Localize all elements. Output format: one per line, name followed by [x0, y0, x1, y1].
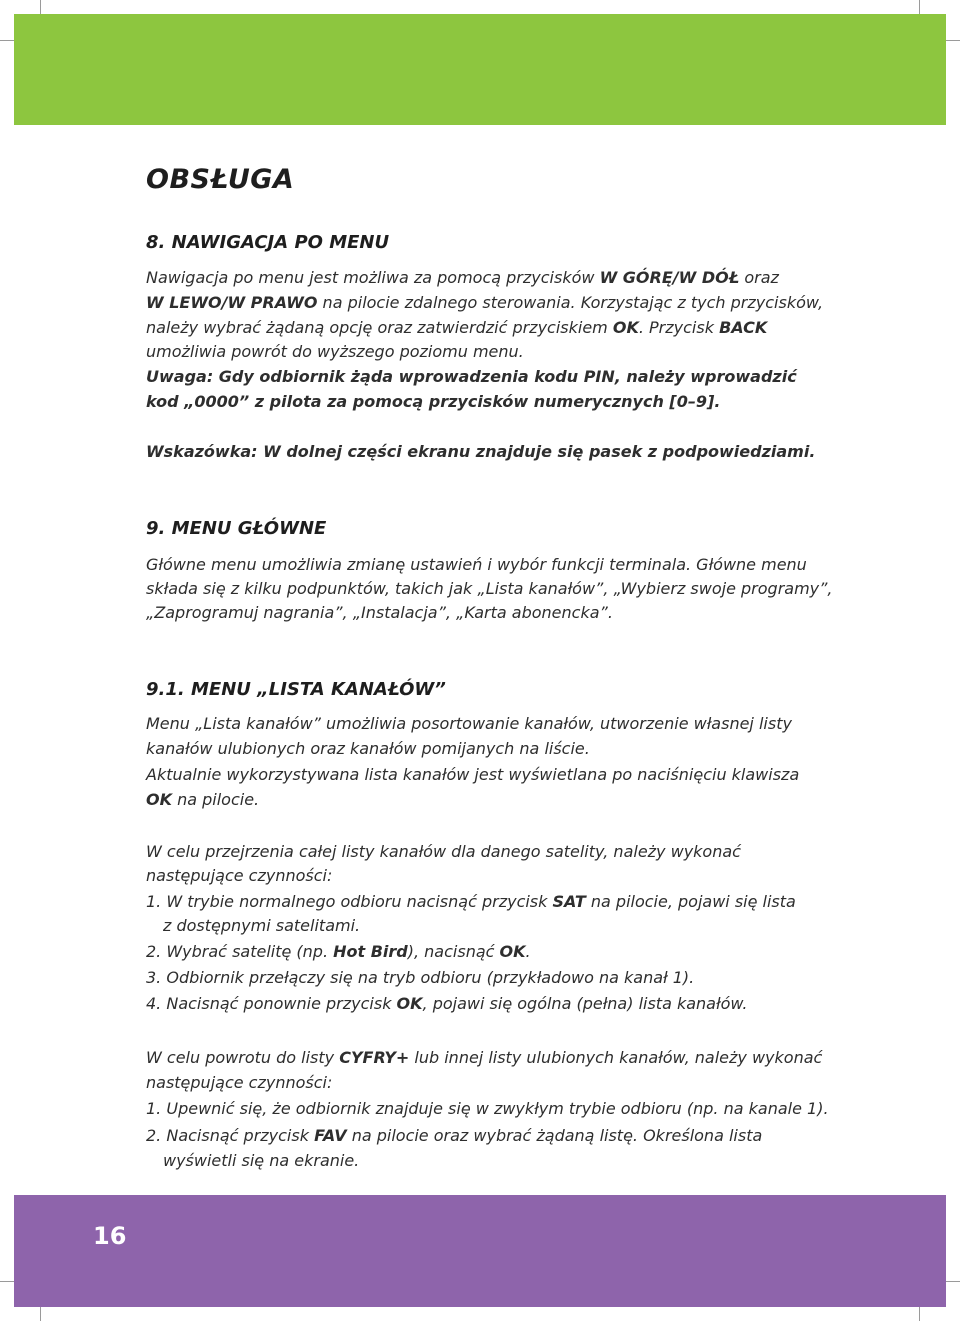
paragraph-line: W LEWO/W PRAWO na pilocie zdalnego sterowania. Korzystając z tych przycisków,	[146, 293, 824, 312]
paragraph-line: W celu przejrzenia całej listy kanałów dla danego satelity, należy wykonać	[146, 842, 741, 861]
section-9-heading: 9. MENU GŁÓWNE	[146, 518, 327, 539]
paragraph-line: następujące czynności:	[146, 866, 333, 885]
section-8-heading: 8. NAWIGACJA PO MENU	[146, 232, 390, 253]
paragraph-line: „Zaprogramuj nagrania”, „Instalacja”, „Karta abonencka”.	[146, 603, 613, 622]
paragraph-line: Nawigacja po menu jest możliwa za pomocą przycisków W GÓRĘ/W DÓŁ oraz	[146, 268, 779, 287]
page-title: OBSŁUGA	[146, 164, 295, 195]
paragraph-line: OK na pilocie.	[146, 790, 260, 809]
list-item-continuation: z dostępnymi satelitami.	[163, 916, 361, 935]
paragraph-line: Główne menu umożliwia zmianę ustawień i wybór funkcji terminala. Główne menu	[146, 555, 807, 574]
header-band	[14, 14, 946, 125]
page-number: 16	[93, 1222, 127, 1250]
paragraph-line: W celu powrotu do listy CYFRY+ lub innej listy ulubionych kanałów, należy wykonać	[146, 1048, 823, 1067]
paragraph-line: umożliwia powrót do wyższego poziomu menu.	[146, 342, 524, 361]
paragraph-line: Aktualnie wykorzystywana lista kanałów jest wyświetlana po naciśnięciu klawisza	[146, 765, 800, 784]
footer-band	[14, 1195, 946, 1307]
paragraph-line: składa się z kilku podpunktów, takich jak „Lista kanałów”, „Wybierz swoje programy”,	[146, 579, 833, 598]
list-item: 1. W trybie normalnego odbioru nacisnąć przycisk SAT na pilocie, pojawi się lista	[146, 892, 796, 911]
list-item: 3. Odbiornik przełączy się na tryb odbioru (przykładowo na kanał 1).	[146, 968, 695, 987]
paragraph-line: kanałów ulubionych oraz kanałów pomijanych na liście.	[146, 739, 590, 758]
list-item: 4. Nacisnąć ponownie przycisk OK, pojawi się ogólna (pełna) lista kanałów.	[146, 994, 748, 1013]
list-item: 2. Nacisnąć przycisk FAV na pilocie oraz wybrać żądaną listę. Określona lista	[146, 1126, 763, 1145]
paragraph-line: należy wybrać żądaną opcję oraz zatwierdzić przyciskiem OK. Przycisk BACK	[146, 318, 768, 337]
list-item-continuation: wyświetli się na ekranie.	[163, 1151, 360, 1170]
note-line: Uwaga: Gdy odbiornik żąda wprowadzenia kodu PIN, należy wprowadzić	[146, 367, 797, 386]
paragraph-line: Menu „Lista kanałów” umożliwia posortowanie kanałów, utworzenie własnej listy	[146, 714, 792, 733]
section-9-1-heading: 9.1. MENU „LISTA KANAŁÓW”	[146, 679, 446, 700]
paragraph-line: następujące czynności:	[146, 1073, 333, 1092]
hint-line: Wskazówka: W dolnej części ekranu znajduje się pasek z podpowiedziami.	[146, 442, 816, 461]
note-line: kod „0000” z pilota za pomocą przycisków numerycznych [0–9].	[146, 392, 721, 411]
list-item: 1. Upewnić się, że odbiornik znajduje się w zwykłym trybie odbioru (np. na kanale 1).	[146, 1099, 829, 1118]
list-item: 2. Wybrać satelitę (np. Hot Bird), nacisnąć OK.	[146, 942, 531, 961]
